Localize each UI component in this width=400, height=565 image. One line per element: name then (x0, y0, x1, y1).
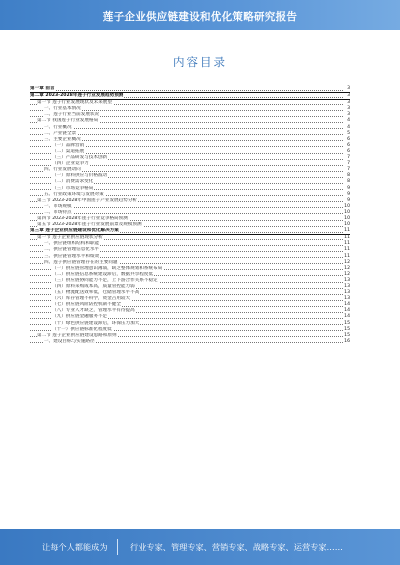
toc-entry-title: 一、市场规模 (44, 203, 72, 209)
table-of-contents (30, 86, 350, 345)
toc-entry-page: 15 (344, 320, 350, 326)
toc-entry-title: 一、行业基本情况 (44, 106, 81, 112)
toc-entry-page: 11 (344, 247, 350, 253)
footer-slogan-lead: 让每个人都能成为 (42, 542, 108, 552)
toc-leader-dots (30, 128, 343, 129)
toc-entry-title: 四、行业发展动向 (44, 167, 81, 173)
toc-entry-title: （三）产品研发与技术创新 (52, 155, 108, 161)
toc-entry[interactable] (30, 339, 350, 345)
toc-entry-title: （七）供应链风险防控机制不健全 (52, 302, 121, 308)
toc-entry-title: （三）供应链协同能力不足，上下游合作关系不稳定 (52, 277, 158, 283)
toc-entry-title: （二）供应链信息系统建设滞后，数据共享程度低 (52, 271, 154, 277)
toc-leader-dots (30, 207, 343, 208)
toc-entry-page: 7 (344, 155, 350, 161)
toc-entry-page: 10 (344, 209, 350, 215)
toc-entry-page: 16 (344, 338, 350, 344)
toc-entry-title: （四）企业竞争力 (52, 161, 89, 167)
toc-entry-title: 第一章 前言 (30, 86, 55, 91)
toc-heading: 内容目录 (173, 55, 227, 69)
toc-entry-page: 13 (344, 277, 350, 283)
toc-entry[interactable] (30, 86, 350, 93)
toc-entry-title: （六）库存管理不科学，资金占用较大 (52, 296, 131, 302)
toc-entry-page: 14 (344, 308, 350, 314)
toc-entry-title: （二）渠道拓展 (52, 148, 85, 154)
toc-entry-page: 9 (344, 192, 350, 198)
toc-entry-title: （四）原料采购成本高，质量管控能力弱 (52, 284, 135, 289)
toc-entry-page: 10 (344, 203, 350, 209)
toc-entry-page: 10 (344, 222, 350, 228)
toc-entry-title: 第一节 莲子企业供应链现状分析 (37, 235, 103, 241)
toc-entry-page: 7 (344, 167, 350, 173)
toc-entry-page: 9 (344, 198, 350, 204)
toc-entry-page: 3 (344, 106, 350, 112)
toc-leader-dots (30, 90, 343, 91)
toc-entry-page: 13 (344, 296, 350, 302)
toc-entry-title: 一、建设目标与实施路径 (44, 338, 95, 344)
toc-entry-page: 13 (344, 284, 350, 289)
toc-entry-page: 3 (344, 86, 350, 92)
toc-entry-page: 13 (344, 290, 350, 296)
footer-divider (117, 539, 118, 555)
toc-entry-page: 15 (344, 326, 350, 332)
toc-entry-page: 6 (344, 137, 350, 143)
toc-entry-title: 二、产业链全景 (44, 130, 77, 136)
toc-entry-page: 15 (344, 332, 350, 338)
footer-bar (0, 529, 400, 565)
toc-entry-title: （一）品牌营销 (52, 142, 85, 148)
toc-entry[interactable] (30, 228, 350, 235)
toc-entry-title: 四、莲子供应链管理存在的主要问题 (44, 259, 118, 265)
toc-entry[interactable] (30, 93, 350, 100)
toc-leader-dots (30, 213, 343, 214)
toc-entry-title: 二、供应链管理信息化水平 (44, 247, 100, 253)
toc-entry-page: 12 (344, 259, 350, 265)
footer-slogan-roles: 行业专家、管理专家、营销专家、战略专家、运营专家…… (130, 542, 343, 552)
toc-entry-title: （一）供应链管理意识薄弱，缺乏整体规划和系统布局 (52, 265, 163, 271)
toc-entry-title: 第一节 莲子行业发展现状及未来展望 (37, 100, 112, 106)
toc-entry-page: 4 (344, 125, 350, 131)
toc-entry-page: 12 (344, 265, 350, 271)
toc-entry-title: 第五节 2023-2028年莲子行业发展前景及规模预测 (37, 222, 142, 228)
toc-entry-title: （十一）供应链标准化程度低 (52, 326, 112, 332)
toc-entry-title: （三）市场竞争格局 (52, 185, 94, 191)
toc-entry-page: 4 (344, 118, 350, 124)
toc-entry-page: 10 (344, 215, 350, 221)
toc-entry-page: 14 (344, 302, 350, 308)
toc-entry-page: 11 (344, 235, 350, 241)
toc-entry-title: 第二节 我国莲子行业发展格局 (37, 118, 99, 124)
document-title: 莲子企业供应链建设和优化策略研究报告 (102, 11, 298, 23)
toc-entry-page: 3 (344, 93, 350, 99)
toc-entry-title: （一）原料供应与价格波动 (52, 173, 108, 179)
toc-entry-page: 9 (344, 186, 350, 192)
toc-entry-title: （十）绿色供应链建设滞后，环保压力加大 (52, 320, 140, 326)
toc-entry-title: 第二章 2023-2028年莲子行业发展趋势预测 (30, 93, 124, 99)
toc-entry-title: （八）专业人才缺乏，管理水平有待提高 (52, 308, 135, 314)
toc-entry-title: 第二节 莲子企业供应链建设思路和原则 (37, 332, 117, 338)
toc-entry-title: 三、供应链管理水平和绩效 (44, 253, 100, 259)
toc-entry-page: 8 (344, 179, 350, 185)
toc-entry-title: （九）供应链金融服务不足 (52, 314, 108, 320)
toc-entry-title: 一、行业概况 (44, 124, 72, 130)
toc-entry-page: 3 (344, 100, 350, 106)
toc-entry-title: 一、供应链组织结构和职能 (44, 241, 100, 247)
toc-entry-title: 二、市场特点 (44, 209, 72, 215)
toc-entry-page: 5 (344, 131, 350, 137)
toc-entry-page: 8 (344, 173, 350, 179)
toc-entry-title: （二）消费需求变化 (52, 179, 94, 185)
toc-entry-title: 二、莲子行业当前发展状况 (44, 112, 100, 118)
toc-entry-title: 第三节 2023-2028年中国莲子产业发展趋势分析 (37, 197, 138, 203)
toc-entry-title: 第三章 莲子企业供应链建设和优化解决方案 (30, 228, 119, 234)
toc-entry-title: （五）物流配送效率低，仓储管理水平不高 (52, 290, 140, 296)
toc-entry-page: 14 (344, 314, 350, 320)
toc-entry-page: 6 (344, 143, 350, 149)
toc-entry-page: 3 (344, 112, 350, 118)
toc-entry-page: 6 (344, 149, 350, 155)
toc-entry-page: 11 (344, 241, 350, 247)
toc-entry-page: 7 (344, 161, 350, 167)
toc-entry-title: 五、行业政策环境与发展对策 (44, 191, 104, 197)
toc-entry-title: 三、主要企业概况 (44, 136, 81, 142)
toc-entry-page: 12 (344, 271, 350, 277)
toc-entry-title: 第四节 2023-2028年莲子行业竞争格局预测 (37, 215, 128, 221)
header-bar (0, 0, 400, 30)
toc-entry-page: 11 (344, 228, 350, 234)
toc-entry-page: 11 (344, 253, 350, 259)
